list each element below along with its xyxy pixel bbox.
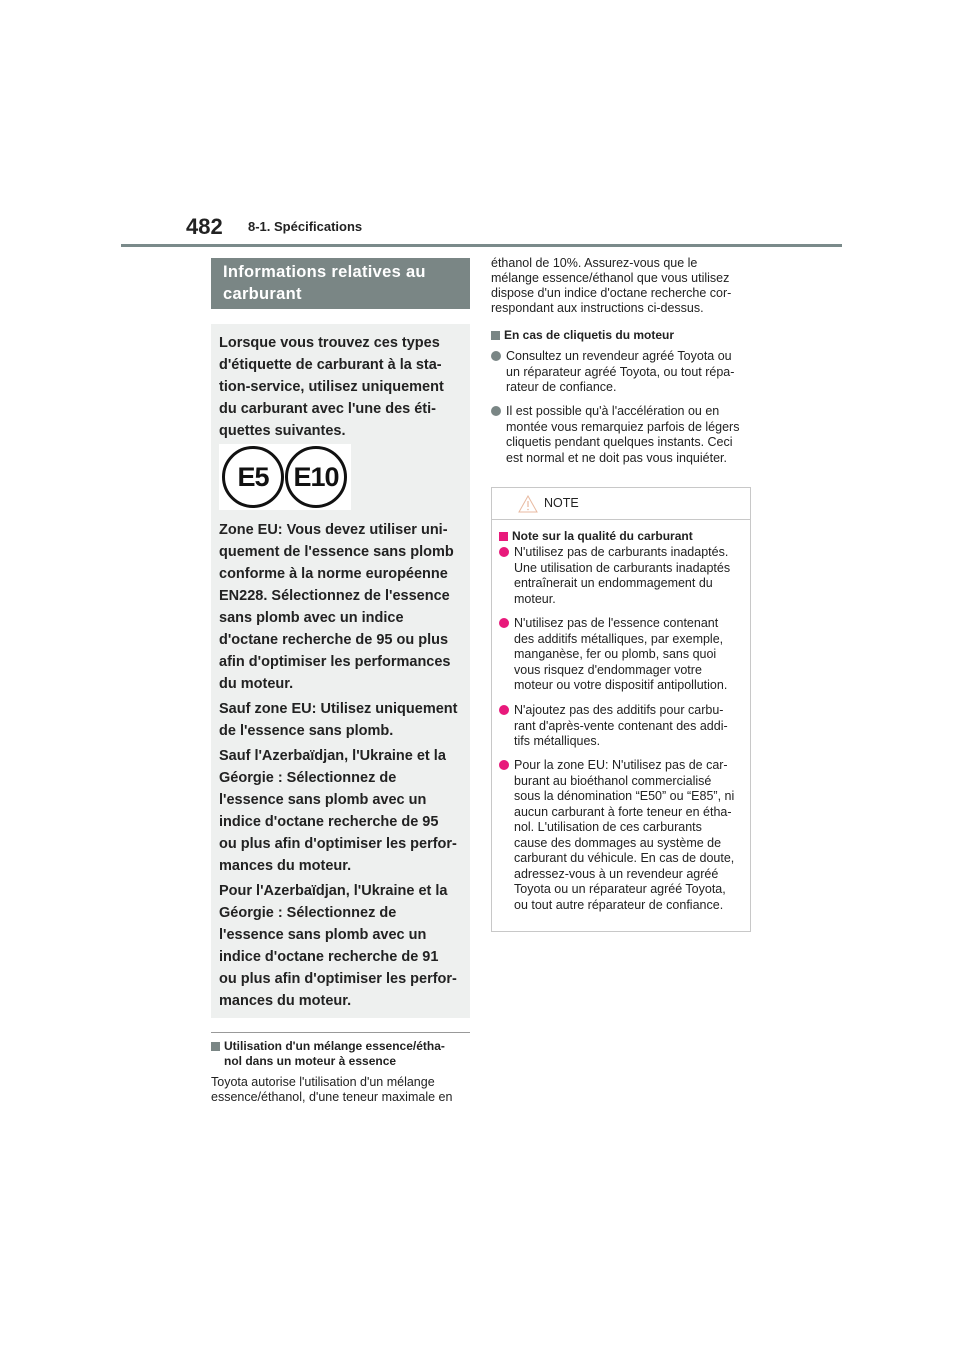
section-divider — [211, 1032, 470, 1033]
eu-paragraph — [219, 519, 464, 695]
round-bullet-icon — [499, 547, 509, 557]
text-line: ou plus afin d'optimiser les perfor- — [219, 971, 457, 987]
fuel-info-panel — [211, 324, 470, 1018]
fuel-labels — [219, 444, 351, 510]
text-line: mances du moteur. — [219, 858, 352, 874]
text-line: Consultez un revendeur agréé Toyota ou — [506, 349, 732, 363]
text-line: Toyota ou un réparateur agréé Toyota, — [514, 882, 726, 896]
text-line: respondant aux instructions ci-dessus. — [491, 301, 704, 315]
square-bullet-icon — [211, 1042, 220, 1051]
text-line: entraînerait un endommagement du — [514, 576, 713, 590]
note-bullet — [499, 703, 747, 750]
countries-paragraph — [219, 880, 464, 1012]
text-line: EN228. Sélectionnez de l'essence — [219, 588, 450, 604]
text-line: N'ajoutez pas des additifs pour carbu- — [514, 703, 724, 717]
knocking-bullet — [491, 349, 753, 396]
text-line: sans plomb avec un indice — [219, 610, 404, 626]
text-line: manganèse, fer ou plomb, sans quoi — [514, 647, 717, 661]
square-bullet-icon — [499, 532, 508, 541]
knocking-heading — [491, 328, 753, 343]
text-line: indice d'octane recherche de 95 — [219, 814, 439, 830]
text-line: Géorgie : Sélectionnez de — [219, 905, 397, 921]
text-line: aucun carburant à forte teneur en étha- — [514, 804, 732, 819]
text-line: Zone EU: Vous devez utiliser uni- — [219, 522, 448, 538]
round-bullet-icon — [499, 705, 509, 715]
note-title: NOTE — [544, 496, 579, 510]
text-line: Note sur la qualité du carburant — [512, 529, 693, 543]
text-line: nol. L'utilisation de ces carburants — [514, 820, 702, 834]
text-line: éthanol de 10%. Assurez-vous que le — [491, 256, 698, 270]
except-countries-paragraph — [219, 745, 464, 877]
text-line: ou tout autre réparateur de confiance. — [514, 897, 724, 912]
note-bullet — [499, 758, 747, 913]
text-line: moteur. — [514, 591, 556, 606]
text-line: de l'essence sans plomb. — [219, 723, 394, 739]
fuel-label-e5: E5 — [222, 446, 284, 508]
text-line: un réparateur agréé Toyota, ou tout répa- — [506, 364, 735, 379]
text-line: l'essence sans plomb avec un — [219, 927, 427, 943]
ethanol-text-right — [491, 256, 753, 316]
round-bullet-icon — [499, 618, 509, 628]
text-line: des additifs métalliques, par exemple, — [514, 631, 724, 646]
text-line: l'essence sans plomb avec un — [219, 792, 427, 808]
text-line: En cas de cliquetis du moteur — [504, 328, 675, 342]
note-box — [491, 487, 751, 932]
text-line: adressez-vous à un revendeur agréé — [514, 866, 719, 881]
text-line: Une utilisation de carburants inadaptés — [514, 560, 731, 575]
text-line: mances du moteur. — [219, 993, 352, 1009]
text-line: dispose d'un indice d'octane recherche cor- — [491, 286, 732, 300]
note-bullet — [499, 616, 747, 694]
square-bullet-icon — [491, 331, 500, 340]
section-title: 8-1. Spécifications — [248, 219, 363, 234]
text-line: N'utilisez pas de l'essence contenant — [514, 616, 719, 630]
warning-triangle-icon — [518, 495, 538, 513]
text-line: moteur ou votre dispositif antipollution. — [514, 678, 728, 692]
round-bullet-icon — [499, 760, 509, 770]
text-line: Sauf zone EU: Utilisez uniquement — [219, 701, 458, 717]
text-line: afin d'optimiser les performances — [219, 654, 451, 670]
text-line: burant au bioéthanol commercialisé — [514, 773, 712, 788]
text-line: mélange essence/éthanol que vous utilisez — [491, 271, 730, 285]
text-line: sous la dénomination “E50” ou “E85”, ni — [514, 789, 735, 803]
text-line: nol dans un moteur à essence — [224, 1054, 397, 1068]
text-line: carburant du véhicule. En cas de doute, — [514, 851, 735, 865]
ethanol-text-left — [211, 1075, 471, 1105]
intro-paragraph — [219, 332, 464, 442]
text-line: tion-service, utilisez uniquement — [219, 379, 444, 395]
ethanol-heading — [211, 1039, 470, 1069]
text-line: d'octane recherche de 95 ou plus — [219, 632, 449, 648]
text-line: est normal et ne doit pas vous inquiéter. — [506, 450, 727, 465]
note-heading — [499, 529, 747, 544]
text-line: Il est possible qu'à l'accélération ou en — [506, 404, 720, 418]
text-line: ou plus afin d'optimiser les perfor- — [219, 836, 457, 852]
text-line: vous risquez d'endommager votre — [514, 662, 702, 677]
text-line: indice d'octane recherche de 91 — [219, 949, 439, 965]
note-bullet — [499, 545, 747, 607]
page-number: 482 — [186, 214, 223, 239]
text-line: Pour la zone EU: N'utilisez pas de car- — [514, 758, 728, 772]
text-line: montée vous remarquiez parfois de légers — [506, 419, 740, 434]
text-line: du moteur. — [219, 676, 294, 692]
text-line: essence/éthanol, d'une teneur maximale en — [211, 1090, 453, 1104]
round-bullet-icon — [491, 406, 501, 416]
text-line: Toyota autorise l'utilisation d'un mélange — [211, 1075, 435, 1089]
note-header — [492, 488, 750, 520]
text-line: quettes suivantes. — [219, 423, 346, 439]
text-line: tifs métalliques. — [514, 734, 601, 748]
non-eu-paragraph — [219, 698, 464, 742]
text-line: conforme à la norme européenne — [219, 566, 448, 582]
knocking-bullet — [491, 404, 753, 466]
text-line: rateur de confiance. — [506, 380, 617, 394]
text-line: N'utilisez pas de carburants inadaptés. — [514, 545, 729, 559]
text-line: du carburant avec l'une des éti- — [219, 401, 436, 417]
text-line: rant d'après-vente contenant des addi- — [514, 718, 728, 733]
text-line: Géorgie : Sélectionnez de — [219, 770, 397, 786]
text-line: Sauf l'Azerbaïdjan, l'Ukraine et la — [219, 748, 446, 764]
text-line: cliquetis pendant quelques instants. Ceci — [506, 435, 733, 449]
text-line: cause des dommages au système de — [514, 835, 722, 850]
text-line: d'étiquette de carburant à la sta- — [219, 357, 442, 373]
text-line: Pour l'Azerbaïdjan, l'Ukraine et la — [219, 883, 448, 899]
text-line: quement de l'essence sans plomb — [219, 544, 454, 560]
text-line: Utilisation d'un mélange essence/étha- — [224, 1039, 445, 1053]
info-section-title: Informations relatives au carburant — [211, 258, 470, 309]
text-line: Lorsque vous trouvez ces types — [219, 335, 440, 351]
header-divider — [121, 244, 842, 247]
round-bullet-icon — [491, 351, 501, 361]
fuel-label-e10: E10 — [285, 446, 347, 508]
